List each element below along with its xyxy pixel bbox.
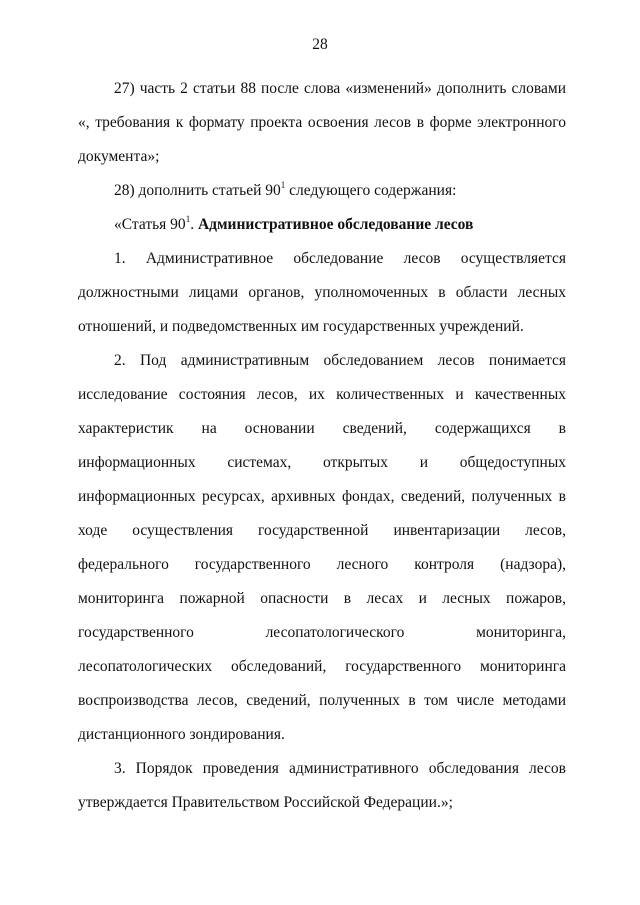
paragraph-28-text-end: следующего содержания:: [285, 182, 457, 199]
article-item-2: 2. Под административным обследованием лесов понимается исследование состояния лесов, их количественных и качественных характеристик на основании сведений, содержащихся в информационных системах, открытых и общедоступных информационных ресурсах, архивных фондах, сведений, полученных в ходе осуществления государственной инвентаризации лесов, федерального государственного лесного контроля (надзора), мониторинга пожарной опасности в лесах и лесных пожаров, государственного лесопатологического мониторинга, лесопатологических обследований, государственного мониторинга воспроизводства лесов, сведений, полученных в том числе методами дистанционного зондирования.: [78, 352, 566, 743]
article-heading-dot: .: [190, 216, 198, 233]
article-heading: [78, 208, 566, 242]
paragraph-28: [78, 174, 566, 208]
paragraph-27: 27) часть 2 статьи 88 после слова «изменений» дополнить словами «, требования к формату проекта освоения лесов в форме электронного документа»;: [78, 80, 566, 165]
article-heading-title: Административное обследование лесов: [197, 216, 474, 233]
article-heading-superscript: 1: [185, 213, 191, 224]
article-item-3: 3. Порядок проведения административного обследования лесов утверждается Правительством Российской Федерации.»;: [78, 760, 566, 811]
article-item-1: 1. Административное обследование лесов осуществляется должностными лицами органов, уполномоченных в области лесных отношений, и подведомственных им государственных учреждений.: [78, 250, 566, 335]
article-heading-prefix: «Статья 90: [114, 216, 186, 233]
paragraph-28-text-start: 28) дополнить статьей 90: [114, 182, 281, 199]
paragraph-28-superscript: 1: [280, 179, 286, 190]
document-body: [78, 72, 566, 820]
page-number: 28: [312, 36, 328, 53]
